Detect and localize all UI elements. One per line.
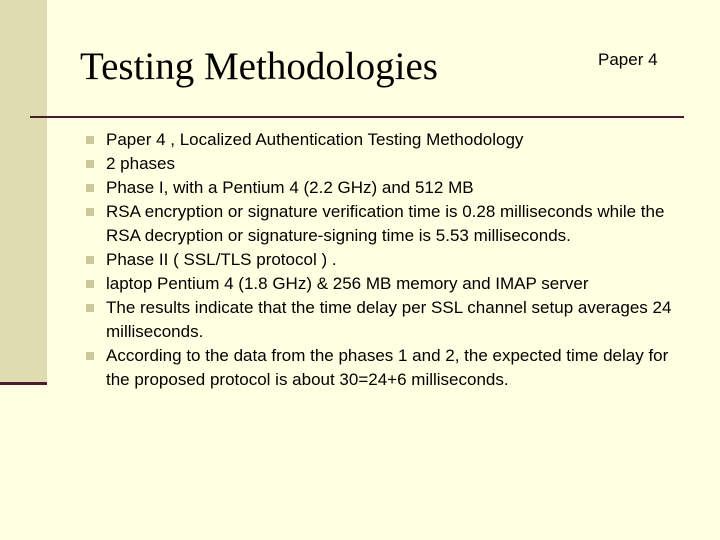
title-divider bbox=[30, 116, 684, 118]
slide-subtitle: Paper 4 bbox=[598, 50, 658, 69]
bullet-item bbox=[86, 176, 696, 200]
bullet-item bbox=[86, 152, 696, 176]
bullet-text: The results indicate that the time delay per SSL channel setup averages 24 milliseconds. bbox=[106, 298, 672, 341]
bullet-text: Phase I, with a Pentium 4 (2.2 GHz) and 512 MB bbox=[106, 178, 474, 197]
left-accent-rule bbox=[0, 382, 47, 385]
square-bullet-icon bbox=[86, 352, 94, 360]
bullet-text: Paper 4 , Localized Authentication Testing Methodology bbox=[106, 130, 524, 149]
slide-title: Testing Methodologies bbox=[80, 45, 438, 88]
square-bullet-icon bbox=[86, 208, 94, 216]
bullet-item bbox=[86, 344, 696, 392]
square-bullet-icon bbox=[86, 256, 94, 264]
square-bullet-icon bbox=[86, 184, 94, 192]
bullet-text: laptop Pentium 4 (1.8 GHz) & 256 MB memory and IMAP server bbox=[106, 274, 589, 293]
bullet-item bbox=[86, 200, 696, 248]
left-decorative-band bbox=[0, 0, 47, 383]
square-bullet-icon bbox=[86, 304, 94, 312]
bullet-item bbox=[86, 248, 696, 272]
square-bullet-icon bbox=[86, 136, 94, 144]
bullet-list bbox=[86, 128, 696, 392]
bullet-text: 2 phases bbox=[106, 154, 175, 173]
bullet-text: Phase II ( SSL/TLS protocol ) . bbox=[106, 250, 337, 269]
bullet-text: RSA encryption or signature verification time is 0.28 milliseconds while the RSA decryption or signature-signing time is 5.53 milliseconds. bbox=[106, 202, 665, 245]
square-bullet-icon bbox=[86, 160, 94, 168]
bullet-text: According to the data from the phases 1 and 2, the expected time delay for the proposed protocol is about 30=24+6 milliseconds. bbox=[106, 346, 669, 389]
bullet-item bbox=[86, 272, 696, 296]
bullet-item bbox=[86, 128, 696, 152]
square-bullet-icon bbox=[86, 280, 94, 288]
bullet-item bbox=[86, 296, 696, 344]
